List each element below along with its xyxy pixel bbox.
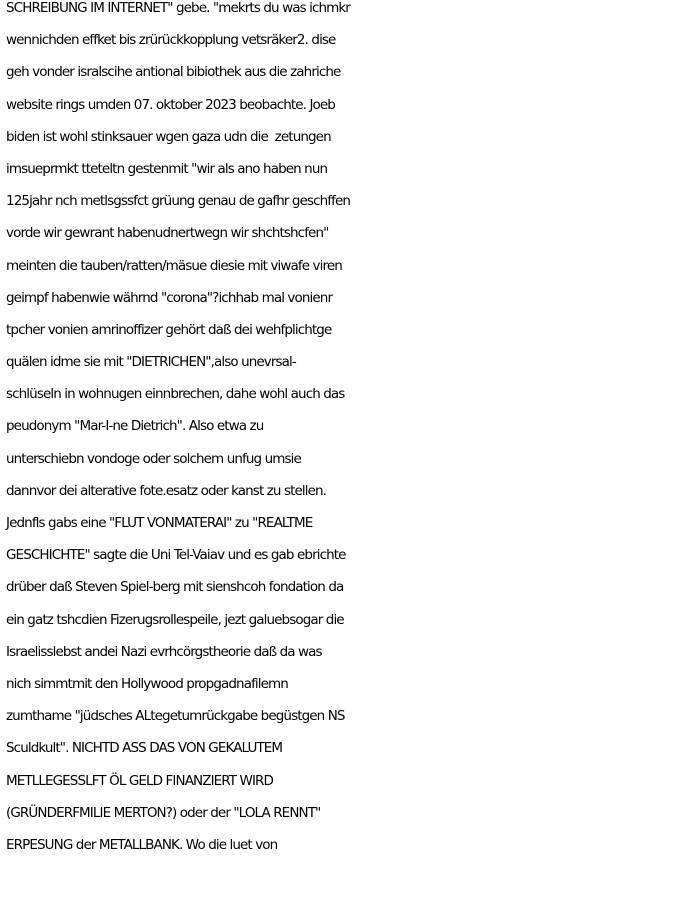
text-line: geimpf habenwie währnd "corona"?ichhab mal vonienr (6, 289, 333, 306)
text-line: geh vonder isralscihe antional bibiothek aus die zahriche (6, 64, 341, 81)
text-line: 125jahr nch metlsgssfct grüung genau de gafhr geschffen (6, 193, 351, 210)
document-text (6, 0, 682, 861)
text-line: METLLEGESSLFT ÖL GELD FINANZIERT WIRD (6, 772, 274, 789)
text-line: biden ist wohl stinksauer wgen gaza udn die zetungen (6, 128, 331, 145)
text-line: meinten die tauben/ratten/mäsue diesie mit viwafe viren (6, 257, 342, 274)
text-line: imsueprmkt tteteltn gestenmit "wir als ano haben nun (6, 160, 328, 177)
text-line: ein gatz tshcdien Fizerugsrollespeile, jezt galuebsogar die (6, 611, 344, 628)
text-line: Israelisslebst andei Nazi evrhcörgstheorie daß da was (6, 643, 322, 660)
text-line: GESCHICHTE" sagte die Uni Tel-Vaiav und es gab ebrichte (6, 547, 346, 564)
text-line: peudonym "Mar-I-ne Dietrich". Also etwa zu (6, 418, 264, 435)
text-line: unterschiebn vondoge oder solchem unfug umsie (6, 450, 301, 467)
text-line: nich simmtmit den Hollywood propgadnafilemn (6, 675, 288, 692)
text-line: ERPESUNG der METALLBANK. Wo die luet von (6, 836, 278, 853)
text-line: schlüseln in wohnugen einnbrechen, dahe wohl auch das (6, 386, 345, 403)
text-line: tpcher vonien amrinoffizer gehört daß dei wehfplichtge (6, 321, 332, 338)
text-line: website rings umden 07. oktober 2023 beobachte. Joeb (6, 96, 335, 113)
text-line: dannvor dei alterative fote.esatz oder kanst zu stellen. (6, 482, 327, 499)
text-line: (GRÜNDERFMILIE MERTON?) oder der "LOLA RENNT" (6, 804, 321, 821)
text-line: Sculdkult". NICHTD ASS DAS VON GEKALUTEM (6, 740, 283, 757)
text-line: wennichden effket bis zrürückkopplung vetsräker2. dise (6, 32, 336, 49)
text-line: vorde wir gewrant habenudnertwegn wir shchtshcfen" (6, 225, 329, 242)
text-line: zumthame "jüdsches ALtegetumrückgabe begüstgen NS (6, 708, 345, 725)
text-line: Jednfls gabs eine "FLUT VONMATERAI" zu "REALTME (6, 515, 313, 531)
text-line: drüber daß Steven Spiel-berg mit sienshcoh fondation da (6, 579, 344, 596)
text-line: SCHREIBUNG IM INTERNET" gebe. "mekrts du was ichmkr (6, 0, 350, 16)
text-line: quälen idme sie mit "DIETRICHEN",also unevrsal- (6, 354, 296, 371)
